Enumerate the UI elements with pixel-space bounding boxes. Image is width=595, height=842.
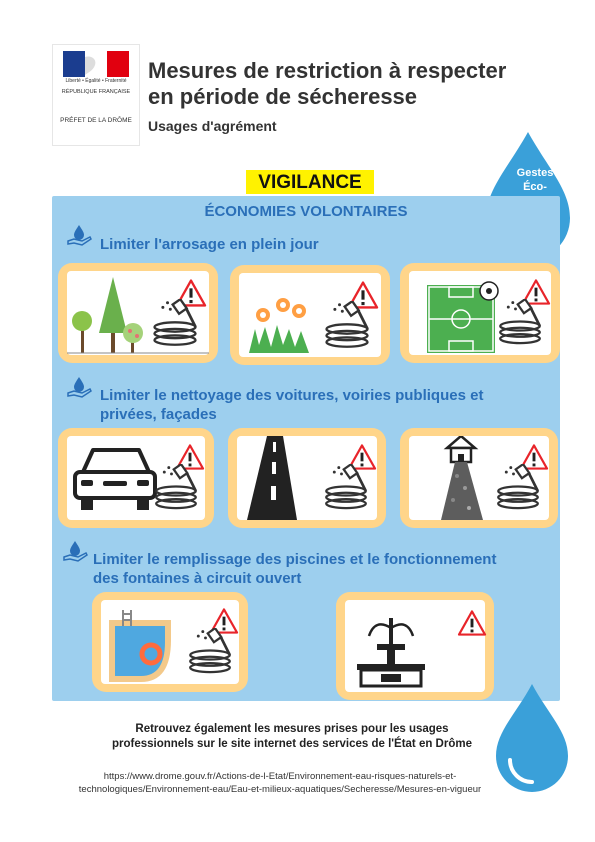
card-road: [228, 428, 386, 528]
section-2-line-2: privées, façades: [100, 406, 217, 423]
page-title: [148, 58, 568, 110]
hose-icon: [493, 299, 547, 353]
hose-icon: [319, 301, 375, 357]
section-2-line-1: Limiter le nettoyage des voitures, voiries publiques et: [100, 387, 484, 404]
title-line-1: Mesures de restriction à respecter: [148, 58, 507, 83]
gestes-line-2: Éco-: [523, 181, 547, 193]
warning-icon: [457, 610, 487, 636]
prefet-label: PRÉFET DE LA DRÔME: [60, 117, 132, 124]
footer-line-1: Retrouvez également les mesures prises pour les usages: [135, 723, 449, 735]
card-house-path: [400, 428, 558, 528]
section-3-text: [93, 550, 563, 588]
footer-url-line-2[interactable]: technologiques/Environnement-eau/Eau-et-milieux-aquatiques/Secheresse/Mesures-en-vigueur: [78, 784, 482, 795]
footer-url-line-1[interactable]: https://www.drome.gouv.fr/Actions-de-l-Etat/Environnement-eau-risques-naturels-et-: [103, 771, 457, 782]
hose-icon: [319, 464, 373, 518]
card-pool: [92, 592, 248, 692]
footer-text: [52, 722, 532, 752]
card-flowers: [230, 265, 390, 365]
vigilance-badge: VIGILANCE: [246, 170, 374, 194]
section-1-text: Limiter l'arrosage en plein jour: [100, 236, 319, 253]
section-3-line-1: Limiter le remplissage des piscines et le fonctionnement: [93, 551, 497, 568]
card-football-field: [400, 263, 560, 363]
footer-url[interactable]: [30, 770, 530, 796]
card-car: [58, 428, 214, 528]
hose-icon: [491, 464, 545, 518]
prefecture-logo: [52, 44, 140, 146]
page-subtitle: Usages d'agrément: [148, 118, 277, 134]
card-fountain: [336, 592, 494, 700]
footer-line-2: professionnels sur le site internet des services de l'État en Drôme: [111, 738, 472, 750]
hand-drop-icon: [66, 224, 92, 246]
section-2-text: [100, 386, 550, 424]
hose-icon: [147, 299, 203, 355]
section-3-line-2: des fontaines à circuit ouvert: [93, 570, 302, 587]
card-trees: [58, 263, 218, 363]
hose-icon: [183, 628, 237, 682]
logo-republic: RÉPUBLIQUE FRANÇAISE: [61, 89, 131, 95]
title-line-2: en période de sécheresse: [148, 84, 418, 109]
hand-drop-icon: [62, 540, 88, 562]
hose-icon: [149, 464, 203, 518]
panel-heading: ÉCONOMIES VOLONTAIRES: [204, 203, 408, 220]
hand-drop-icon: [66, 376, 92, 398]
gestes-line-1: Gestes: [516, 167, 554, 179]
logo-motto: Liberté • Égalité • Fraternité: [65, 78, 127, 84]
